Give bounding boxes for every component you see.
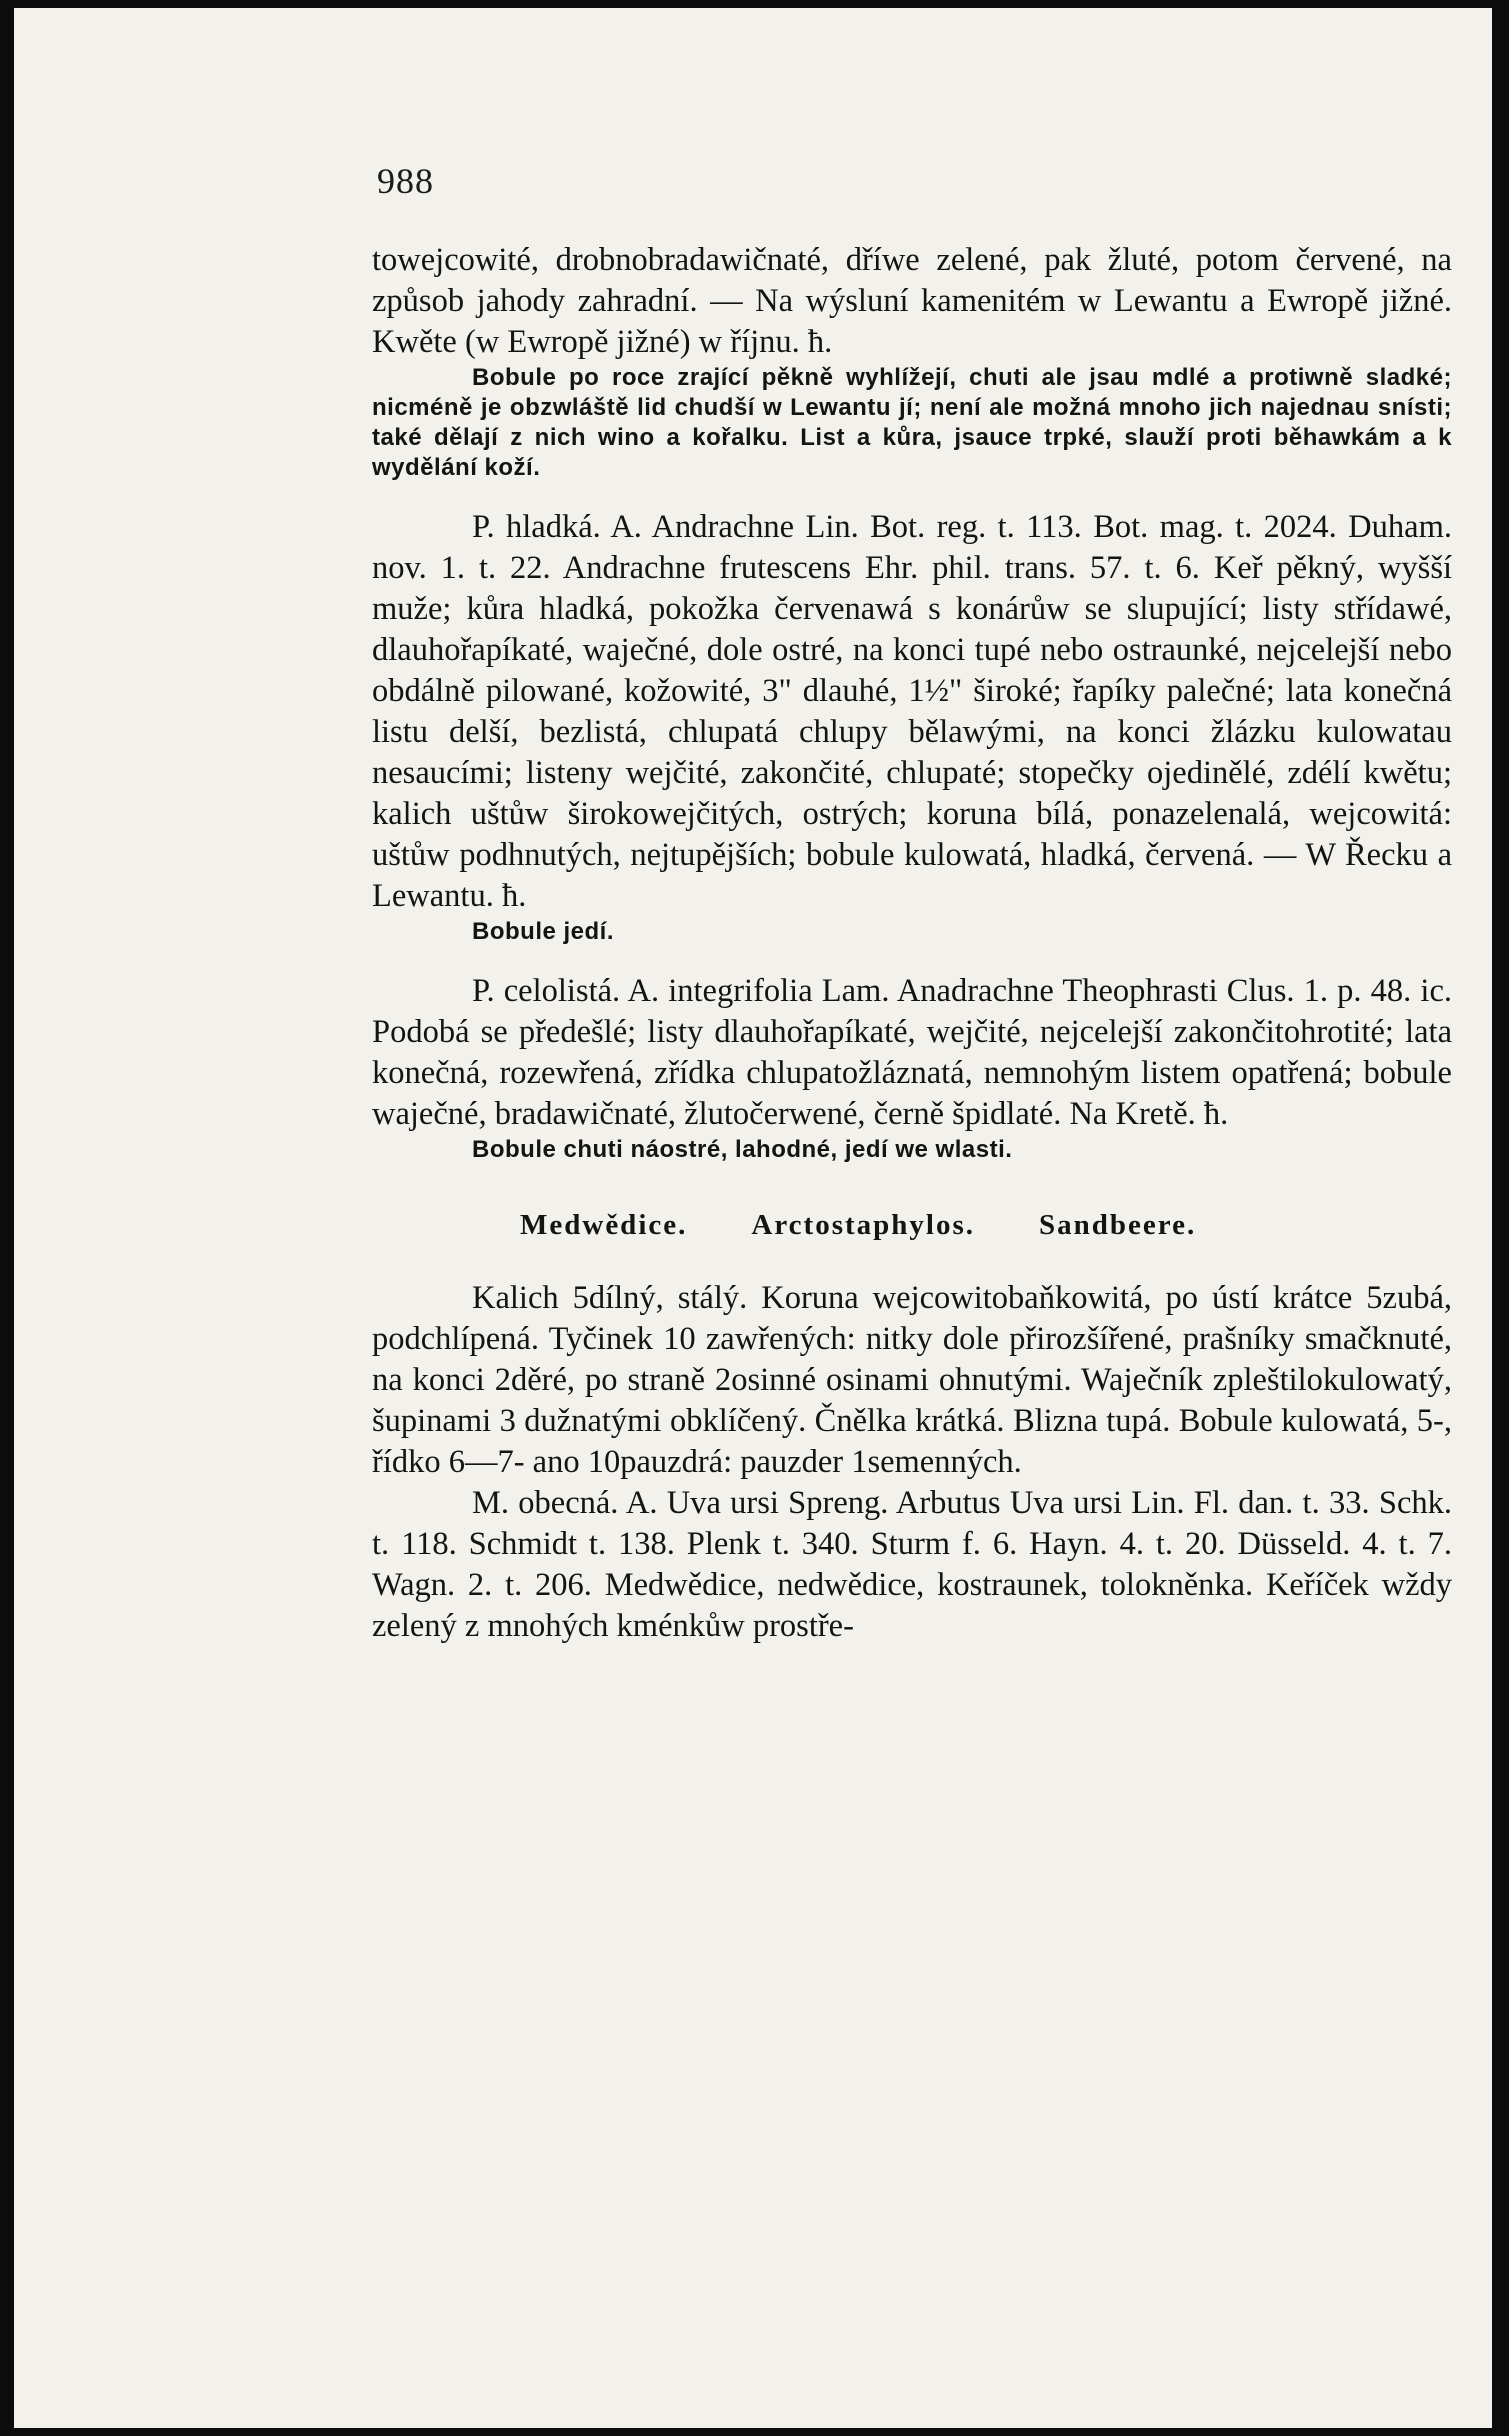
paragraph-genus-description: Kalich 5dílný, stálý. Koruna wejcowitobaňkowitá, po ústí krátce 5zubá, podchlípená. Tyčinek 10 zawřených: nitky dole přirozšířené, prašníky smačknuté, na konci 2děré, po straně 2osinné osinami ohnutými. Waječník zpleštilokulowatý, šupinami 3 dužnatými obklíčený. Čnělka krátká. Blizna tupá. Bobule kulowatá, 5-, řídko 6—7- ano 10pauzdrá: pauzder 1semenných. <box>372 1280 1452 1480</box>
genus-heading-german: Sandbeere. <box>1039 1209 1197 1241</box>
note-andrachne-uses: Bobule po roce zrající pěkně wyhlížejí, chuti ale jsau mdlé a protiwně sladké; nicméně je obzwláště lid chudší w Lewantu jí; není ale možná mnoho jich najednau snísti; také dělají z nich wino a kořalku. List a kůra, jsauce trpké, slauží proti běhawkám a k wydělání koží. <box>372 364 1452 481</box>
genus-heading-latin: Arctostaphylos. <box>751 1209 975 1241</box>
paragraph-andrachne-end: towejcowité, drobnobradawičnaté, dříwe zelené, pak žluté, potom červené, na způsob jahody zahradní. — Na wýsluní kamenitém w Lewantu a Ewropě jižné. Kwěte (w Ewropě jižné) w říjnu. ħ. <box>372 242 1452 360</box>
page-content <box>372 240 1452 1647</box>
paragraph-medwedice-obecna: M. obecná. A. Uva ursi Spreng. Arbutus Uva ursi Lin. Fl. dan. t. 33. Schk. t. 118. Schmidt t. 138. Plenk t. 340. Sturm f. 6. Hayn. 4. t. 20. Düsseld. 4. t. 7. Wagn. 2. t. 206. Medwědice, nedwědice, kostraunek, tolokněnka. Keříček wždy zelený z mnohých kménkůw prostře- <box>372 1485 1452 1644</box>
note-celolista: Bobule chuti náostré, lahodné, jedí we wlasti. <box>472 1136 1013 1163</box>
genus-heading <box>372 1209 1452 1242</box>
book-page <box>14 8 1492 2428</box>
page-number: 988 <box>377 161 434 201</box>
genus-heading-czech: Medwědice. <box>520 1209 688 1241</box>
paragraph-andrachne-hladka: P. hladká. A. Andrachne Lin. Bot. reg. t. 113. Bot. mag. t. 2024. Duham. nov. 1. t. 22. Andrachne frutescens Ehr. phil. trans. 57. t. 6. Keř pěkný, wyšší muže; kůra hladká, pokožka červenawá s konárůw se slupující; listy střídawé, dlauhořapíkaté, waječné, dole ostré, na konci tupé nebo ostraunké, nejcelejší nebo obdálně pilowané, kožowité, 3" dlauhé, 1½" široké; řapíky palečné; lata konečná listu delší, bezlistá, chlupatá chlupy bělawými, na konci žlázku kulowatau nesaucími; listeny wejčité, zakončité, chlupaté; stopečky ojedinělé, zdélí kwětu; kalich uštůw širokowejčitých, ostrých; koruna bílá, ponazelenalá, wejcowitá: uštůw podhnutých, nejtupějších; bobule kulowatá, hladká, červená. — W Řecku a Lewantu. ħ. <box>372 509 1452 914</box>
note-hladka: Bobule jedí. <box>472 918 615 945</box>
paragraph-andrachne-celolista: P. celolistá. A. integrifolia Lam. Anadrachne Theophrasti Clus. 1. p. 48. ic. Podobá se předešlé; listy dlauhořapíkaté, wejčité, nejcelejší zakončitohrotité; lata konečná, rozewřená, zřídka chlupatožláznatá, nemnohým listem opatřená; bobule waječné, bradawičnaté, žlutočerwené, černě špidlaté. Na Kretě. ħ. <box>372 973 1452 1132</box>
